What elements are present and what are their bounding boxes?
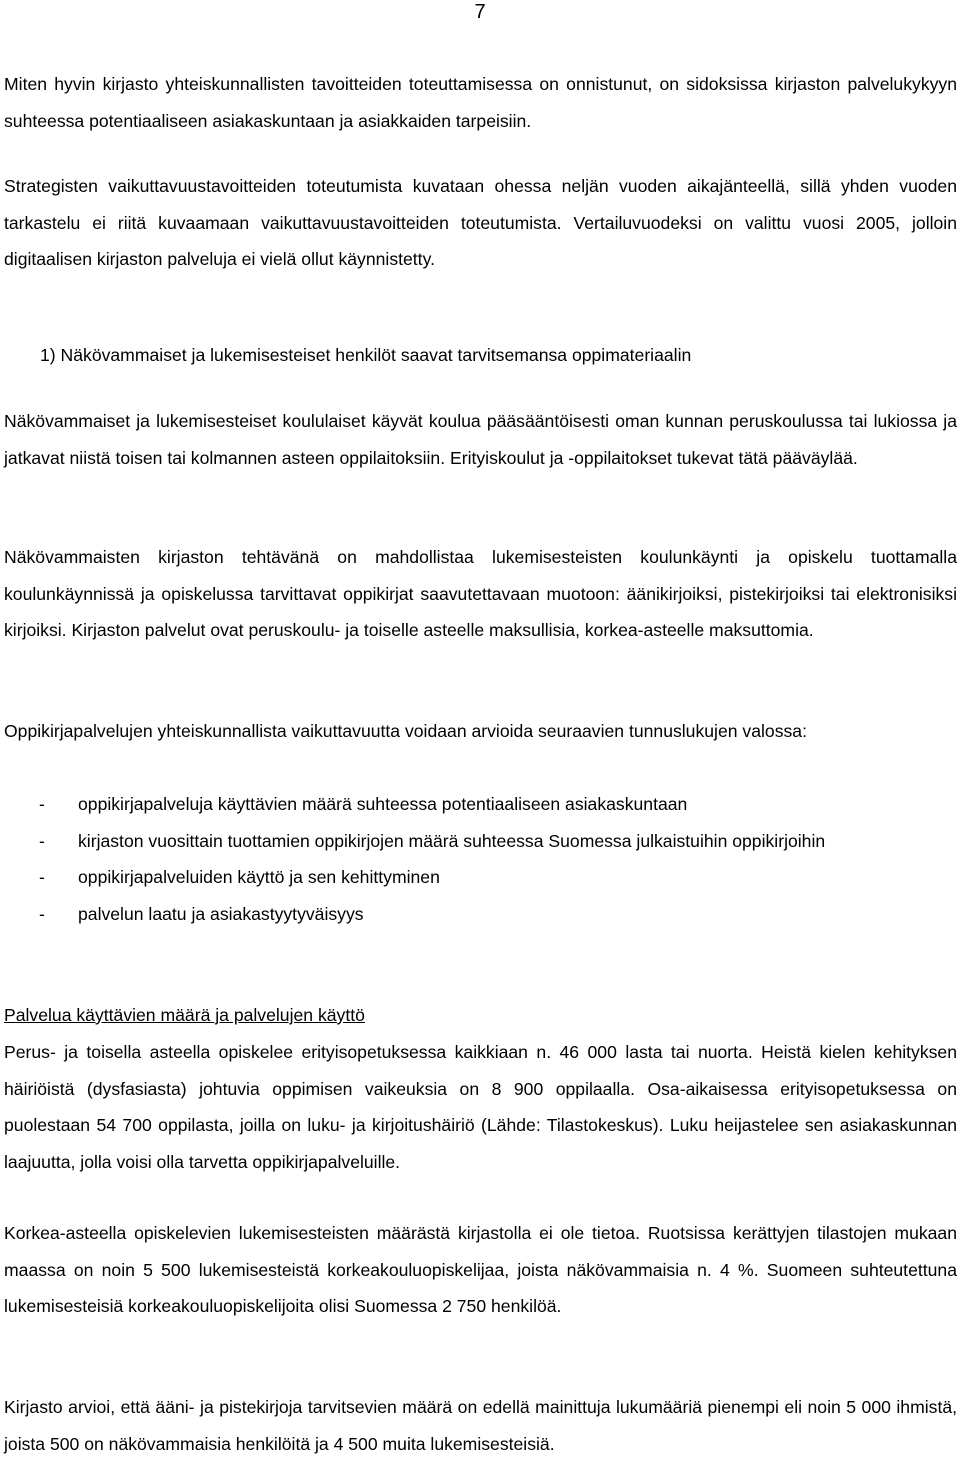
- paragraph-indicators-intro: Oppikirjapalvelujen yhteiskunnallista vaikuttavuutta voidaan arvioida seuraavien tunnuslukujen valossa:: [4, 721, 807, 741]
- list-item: [4, 896, 957, 933]
- paragraph-pupils: Näkövammaiset ja lukemisesteiset koululaiset käyvät koulua pääsääntöisesti oman kunnan peruskoulussa tai lukiossa ja jatkavat niistä toisen tai kolmannen asteen oppilaitoksiin. Erityiskoulut ja -oppilaitokset tukevat tätä pääväylää.: [4, 411, 957, 468]
- list-item: [4, 786, 957, 823]
- list-item-text: oppikirjapalveluja käyttävien määrä suhteessa potentiaaliseen asiakaskuntaan: [78, 794, 688, 814]
- indicator-list: [4, 786, 957, 932]
- paragraph-strategic-goals: Strategisten vaikuttavuustavoitteiden toteutumista kuvataan ohessa neljän vuoden aikajänteellä, sillä yhden vuoden tarkastelu ei riitä kuvaamaan vaikuttavuustavoitteiden toteutumista. Vertailuvuodeksi on valittu vuosi 2005, jolloin digitaalisen kirjaston palveluja ei vielä ollut käynnistetty.: [4, 176, 957, 269]
- paragraph-special-education: Perus- ja toisella asteella opiskelee erityisopetuksessa kaikkiaan n. 46 000 lasta tai nuorta. Heistä kielen kehityksen häiriöistä (dysfasiasta) johtuvia oppimisen vaikeuksia on 8 900 oppilaalla. Osa-aikaisessa erityisopetuksessa on puolestaan 54 700 oppilasta, joilla on luku- ja kirjoitushäiriö (Lähde: Tilastokeskus). Luku heijastelee sen asiakaskunnan laajuutta, jolla voisi olla tarvetta oppikirjapalveluille.: [4, 1042, 957, 1172]
- paragraph-higher-education: Korkea-asteella opiskelevien lukemisesteisten määrästä kirjastolla ei ole tietoa. Ruotsissa kerättyjen tilastojen mukaan maassa on noin 5 500 lukemisesteistä korkeakouluopiskelijaa, joista näkövammaisia n. 4 %. Suomeen suhteutettuna lukemisesteisiä korkeakouluopiskelijoita olisi Suomessa 2 750 henkilöä.: [4, 1223, 957, 1316]
- list-item: [4, 859, 957, 896]
- page-number: 7: [474, 1, 486, 23]
- bullet-dash: -: [39, 830, 45, 851]
- section-subheading: Palvelua käyttävien määrä ja palvelujen käyttö: [4, 1005, 365, 1025]
- paragraph-library-task: Näkövammaisten kirjaston tehtävänä on mahdollistaa lukemisesteisten koulunkäynti ja opiskelu tuottamalla koulunkäynnissä ja opiskelussa tarvittavat oppikirjat saavutettavaan muotoon: äänikirjoiksi, pistekirjoiksi tai elektronisiksi kirjoiksi. Kirjaston palvelut ovat peruskoulu- ja toiselle asteelle maksullisia, korkea-asteelle maksuttomia.: [4, 547, 957, 640]
- bullet-dash: -: [39, 903, 45, 924]
- list-item-text: oppikirjapalveluiden käyttö ja sen kehittyminen: [78, 867, 440, 887]
- paragraph-intro: Miten hyvin kirjasto yhteiskunnallisten tavoitteiden toteuttamisessa on onnistunut, on sidoksissa kirjaston palvelukykyyn suhteessa potentiaaliseen asiakaskuntaan ja asiakkaiden tarpeisiin.: [4, 74, 957, 131]
- list-item-text: kirjaston vuosittain tuottamien oppikirjojen määrä suhteessa Suomessa julkaistuihin oppikirjoihin: [78, 830, 826, 851]
- list-item-text: palvelun laatu ja asiakastyytyväisyys: [78, 903, 364, 924]
- bullet-dash: -: [39, 867, 45, 887]
- list-item: [4, 823, 957, 860]
- numbered-goal-heading: 1) Näkövammaiset ja lukemisesteiset henkilöt saavat tarvitsemansa oppimateriaalin: [40, 345, 692, 365]
- bullet-dash: -: [39, 794, 45, 814]
- paragraph-estimate: Kirjasto arvioi, että ääni- ja pistekirjoja tarvitsevien määrä on edellä mainittuja lukumääriä pienempi eli noin 5 000 ihmistä, joista 500 on näkövammaisia henkilöitä ja 4 500 muita lukemisesteisiä.: [4, 1397, 957, 1454]
